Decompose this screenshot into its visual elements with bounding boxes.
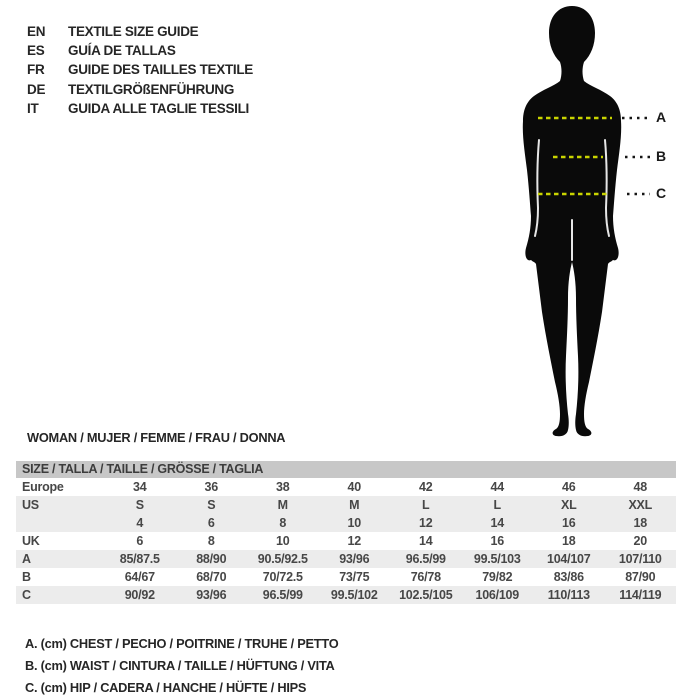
size-value: 88/90	[196, 552, 227, 566]
row-label: Europe	[22, 480, 64, 494]
measure-label-chest: A	[656, 109, 667, 125]
size-value: 34	[133, 480, 147, 494]
size-value: 110/113	[547, 588, 590, 602]
size-value: 93/96	[196, 588, 227, 602]
size-value: 44	[490, 480, 504, 494]
woman-silhouette-svg	[472, 0, 684, 446]
size-value: L	[422, 498, 430, 512]
size-table-header: SIZE / TALLA / TAILLE / GRÖSSE / TAGLIA	[16, 461, 676, 478]
size-value: L	[493, 498, 501, 512]
size-value: 70/72.5	[262, 570, 303, 584]
size-value: 14	[490, 516, 504, 530]
language-code: ES	[27, 43, 45, 59]
row-label: A	[22, 552, 31, 566]
size-value: 12	[347, 534, 361, 548]
size-value: S	[207, 498, 216, 512]
language-code: DE	[27, 81, 46, 97]
language-row	[27, 99, 253, 118]
size-value: 8	[279, 516, 287, 530]
language-row	[27, 60, 253, 79]
size-table-body	[16, 478, 676, 604]
size-value: 93/96	[339, 552, 370, 566]
size-value: 83/86	[553, 570, 584, 584]
size-value: 99.5/103	[473, 552, 521, 566]
size-value: 76/78	[410, 570, 441, 584]
size-value: 10	[276, 534, 290, 548]
language-title: GUIDE DES TAILLES TEXTILE	[68, 62, 254, 78]
size-value: 68/70	[196, 570, 227, 584]
table-row	[16, 532, 676, 550]
measurement-legend-line: B. (cm) WAIST / CINTURA / TAILLE / HÜFTUNG / VITA	[25, 658, 335, 673]
measure-label-waist: B	[656, 148, 667, 164]
row-label: B	[22, 570, 31, 584]
table-row	[16, 568, 676, 586]
size-value: 90/92	[124, 588, 155, 602]
size-value: 64/67	[124, 570, 155, 584]
size-value: 73/75	[339, 570, 370, 584]
size-value: 18	[633, 516, 647, 530]
size-value: 96.5/99	[262, 588, 303, 602]
size-value: 14	[419, 534, 433, 548]
size-value: 18	[562, 534, 576, 548]
language-title: GUÍA DE TALLAS	[68, 43, 176, 59]
size-value: 40	[347, 480, 361, 494]
size-value: XL	[561, 498, 577, 512]
size-value: 6	[207, 516, 215, 530]
language-title: TEXTILE SIZE GUIDE	[68, 24, 199, 40]
size-value: 46	[562, 480, 576, 494]
size-table	[16, 461, 676, 604]
row-label: US	[22, 498, 39, 512]
language-title: GUIDA ALLE TAGLIE TESSILI	[68, 100, 249, 116]
size-value: 90.5/92.5	[257, 552, 308, 566]
measure-label-hip: C	[656, 185, 667, 201]
row-label: UK	[22, 534, 40, 548]
size-value: 107/110	[618, 552, 662, 566]
table-row	[16, 478, 676, 496]
size-value: 99.5/102	[330, 588, 378, 602]
size-value: 104/107	[547, 552, 591, 566]
size-value: 20	[633, 534, 647, 548]
table-row	[16, 496, 676, 514]
size-value: 106/109	[475, 588, 519, 602]
language-row	[27, 80, 253, 99]
table-row	[16, 550, 676, 568]
measurement-legend	[25, 636, 338, 700]
size-value: 96.5/99	[405, 552, 446, 566]
size-value: 79/82	[482, 570, 513, 584]
language-title-list	[27, 22, 253, 118]
size-value: S	[135, 498, 144, 512]
woman-silhouette-figure	[472, 0, 684, 446]
size-value: 42	[419, 480, 433, 494]
size-value: 114/119	[619, 588, 662, 602]
language-row	[27, 22, 253, 41]
size-value: 36	[204, 480, 218, 494]
language-code: FR	[27, 62, 45, 78]
size-value: 6	[136, 534, 144, 548]
size-value: 16	[490, 534, 504, 548]
size-value: 85/87.5	[119, 552, 160, 566]
language-code: IT	[27, 100, 39, 116]
size-value: 38	[276, 480, 290, 494]
size-value: XXL	[628, 498, 653, 512]
measurement-legend-line: C. (cm) HIP / CADERA / HANCHE / HÜFTE / HIPS	[25, 680, 307, 695]
measurement-legend-line: A. (cm) CHEST / PECHO / POITRINE / TRUHE / PETTO	[25, 636, 339, 651]
section-title-woman: WOMAN / MUJER / FEMME / FRAU / DONNA	[27, 430, 286, 445]
size-value: 12	[419, 516, 433, 530]
size-value: 87/90	[625, 570, 656, 584]
size-value: 102.5/105	[399, 588, 453, 602]
language-title: TEXTILGRÖßENFÜHRUNG	[68, 81, 235, 97]
size-value: 48	[633, 480, 647, 494]
size-value: M	[277, 498, 288, 512]
size-value: 8	[207, 534, 215, 548]
size-value: 16	[562, 516, 576, 530]
row-label: C	[22, 588, 31, 602]
size-value: M	[349, 498, 360, 512]
size-value: 4	[136, 516, 144, 530]
table-row	[16, 586, 676, 604]
language-row	[27, 41, 253, 60]
table-row	[16, 514, 676, 532]
language-code: EN	[27, 24, 46, 40]
size-value: 10	[347, 516, 361, 530]
